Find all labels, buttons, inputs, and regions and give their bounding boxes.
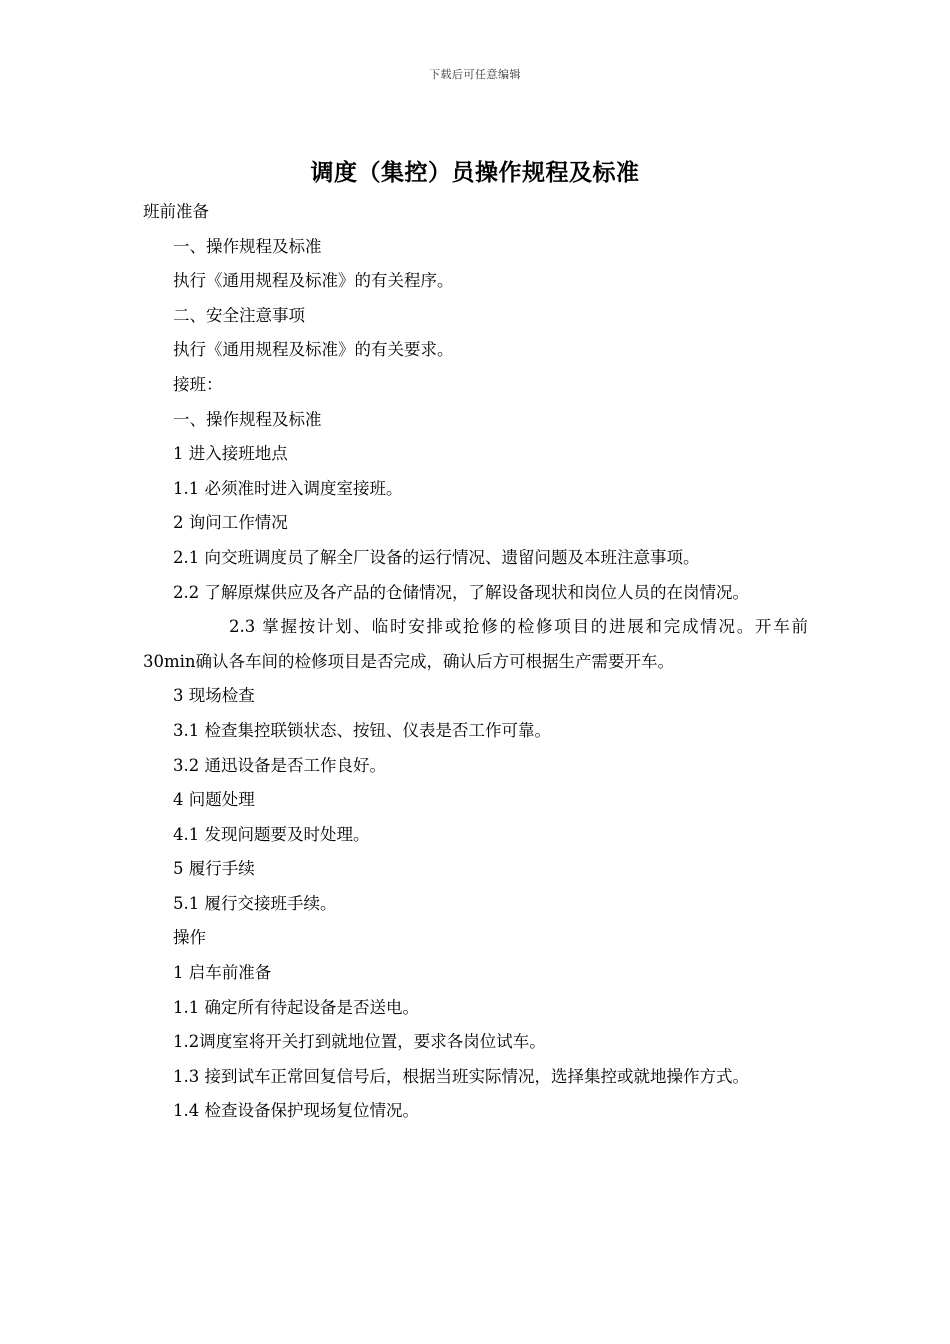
paragraph: 5 履行手续 bbox=[173, 859, 255, 879]
paragraph: 2 询问工作情况 bbox=[173, 513, 288, 533]
paragraph: 3.2 通迅设备是否工作良好。 bbox=[173, 755, 386, 775]
paragraph: 3.1 检查集控联锁状态、按钮、仪表是否工作可靠。 bbox=[173, 720, 551, 740]
paragraph: 2.1 向交班调度员了解全厂设备的运行情况、遗留问题及本班注意事项。 bbox=[173, 547, 700, 567]
document-title: 调度（集控）员操作规程及标准 bbox=[310, 159, 640, 186]
paragraph: 5.1 履行交接班手续。 bbox=[173, 893, 337, 913]
paragraph: 1.4 检查设备保护现场复位情况。 bbox=[173, 1101, 419, 1121]
paragraph: 执行《通用规程及标准》的有关程序。 bbox=[173, 271, 454, 291]
paragraph: 班前准备 bbox=[143, 202, 209, 221]
paragraph: 操作 bbox=[173, 928, 206, 948]
paragraph: 执行《通用规程及标准》的有关要求。 bbox=[173, 340, 454, 360]
paragraph: 1 进入接班地点 bbox=[173, 444, 288, 464]
paragraph: 4.1 发现问题要及时处理。 bbox=[173, 824, 370, 844]
paragraph: 一、操作规程及标准 bbox=[173, 236, 322, 256]
paragraph: 3 现场检查 bbox=[173, 686, 255, 706]
paragraph: 二、安全注意事项 bbox=[173, 305, 305, 325]
paragraph: 1.3 接到试车正常回复信号后，根据当班实际情况，选择集控或就地操作方式。 bbox=[173, 1066, 749, 1086]
page-header-note: 下载后可任意编辑 bbox=[429, 68, 521, 81]
paragraph: 1.1 必须准时进入调度室接班。 bbox=[173, 478, 403, 498]
paragraph: 2.3 掌握按计划、临时安排或抢修的检修项目的进展和完成情况。开车前30min确认各车间的检修项目是否完成，确认后方可根据生产需要开车。 bbox=[143, 617, 808, 671]
paragraph: 1 启车前准备 bbox=[173, 963, 272, 983]
document-body bbox=[143, 195, 808, 1129]
paragraph: 接班： bbox=[173, 374, 223, 394]
paragraph: 一、操作规程及标准 bbox=[173, 409, 322, 429]
paragraph: 1.1 确定所有待起设备是否送电。 bbox=[173, 997, 419, 1017]
paragraph: 2.2 了解原煤供应及各产品的仓储情况，了解设备现状和岗位人员的在岗情况。 bbox=[173, 582, 749, 602]
paragraph: 4 问题处理 bbox=[173, 790, 255, 810]
paragraph: 1.2调度室将开关打到就地位置，要求各岗位试车。 bbox=[173, 1032, 546, 1052]
